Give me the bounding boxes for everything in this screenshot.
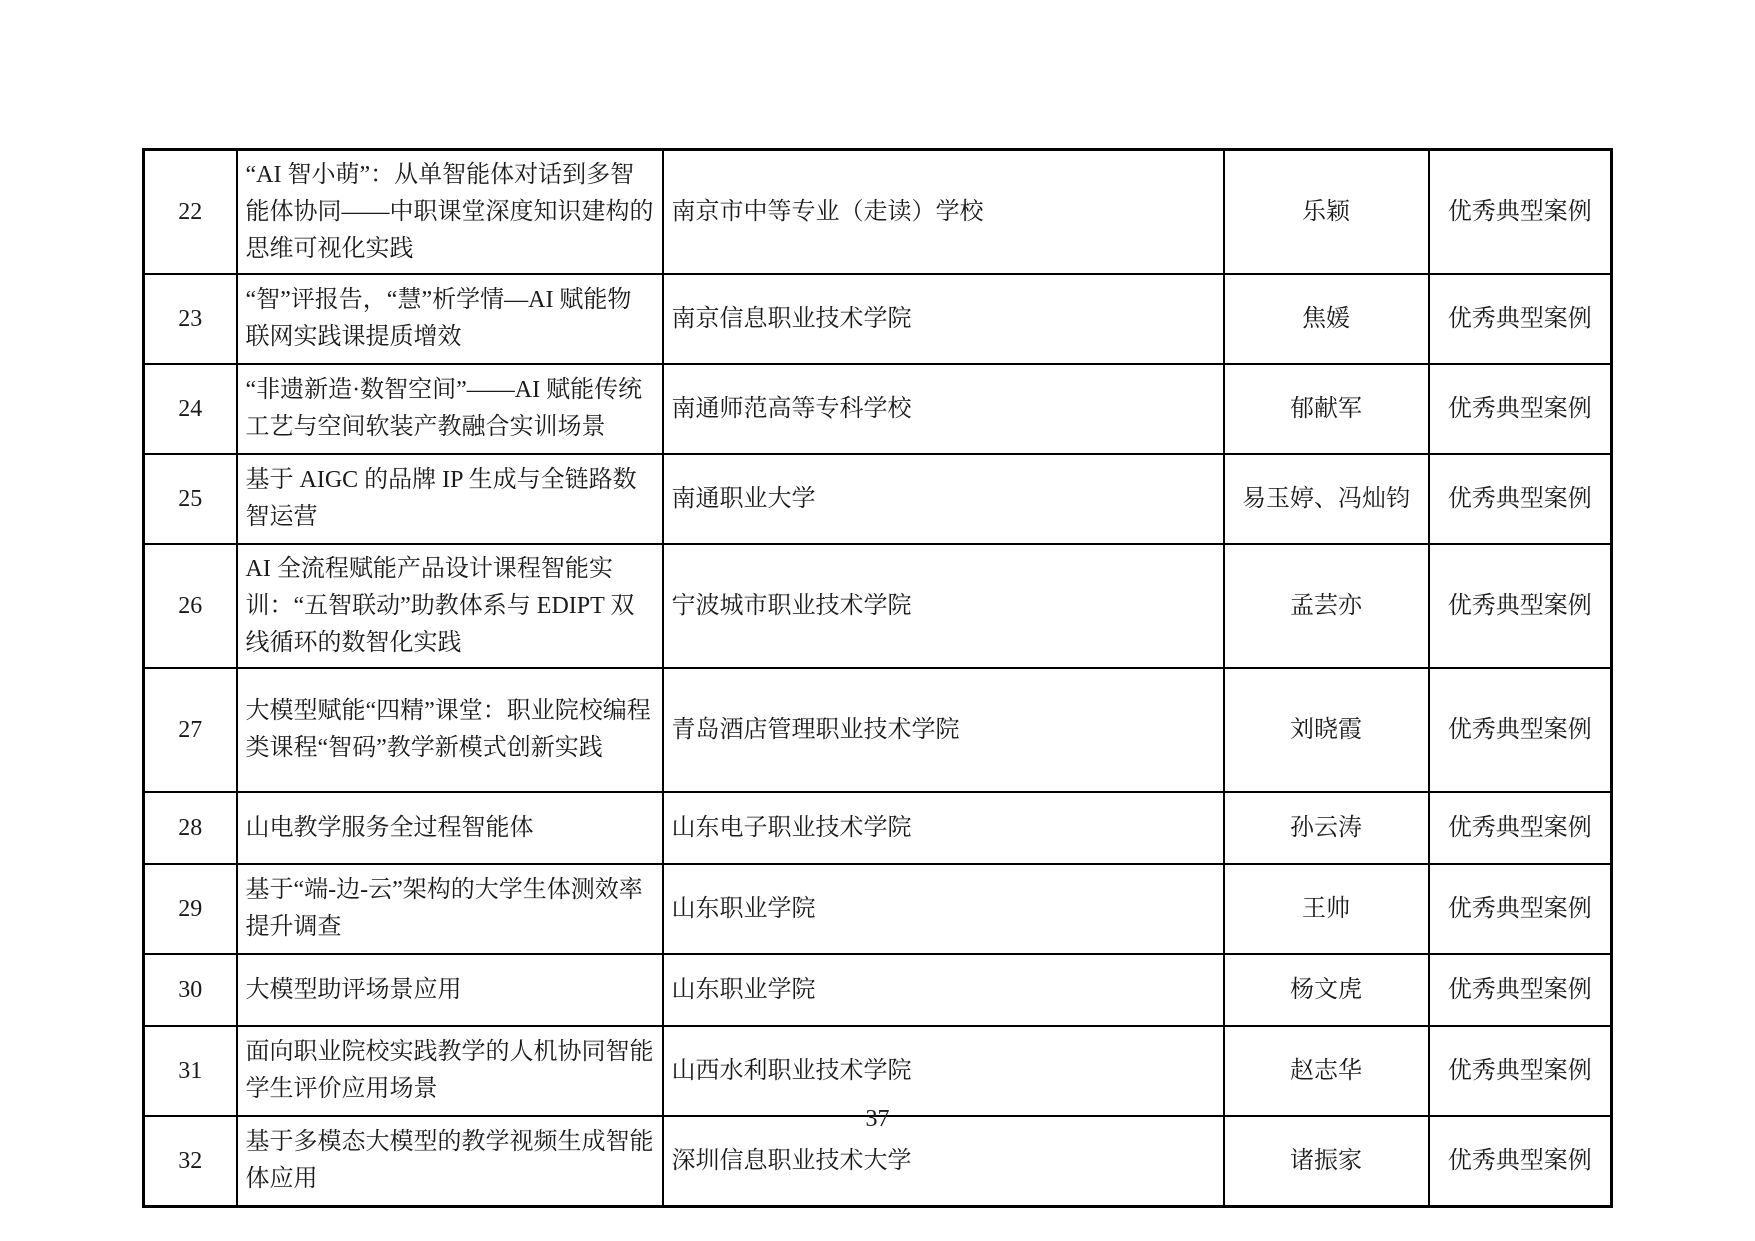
person-cell: 乐颖 — [1224, 150, 1429, 275]
school-cell: 宁波城市职业技术学院 — [663, 544, 1224, 668]
row-number-cell: 23 — [144, 274, 237, 364]
row-number-cell: 29 — [144, 864, 237, 954]
school-cell: 山东职业学院 — [663, 864, 1224, 954]
award-type-cell: 优秀典型案例 — [1429, 1116, 1612, 1207]
case-title-cell: AI 全流程赋能产品设计课程智能实训：“五智联动”助教体系与 EDIPT 双线循环的数智化实践 — [237, 544, 663, 668]
case-title-cell: “智”评报告，“慧”析学情—AI 赋能物联网实践课提质增效 — [237, 274, 663, 364]
table-row — [144, 954, 1612, 1026]
case-title-cell: 基于多模态大模型的教学视频生成智能体应用 — [237, 1116, 663, 1207]
school-cell: 深圳信息职业技术大学 — [663, 1116, 1224, 1207]
school-cell: 南通职业大学 — [663, 454, 1224, 544]
case-title-cell: 大模型助评场景应用 — [237, 954, 663, 1026]
case-title-cell: “非遗新造·数智空间”——AI 赋能传统工艺与空间软装产教融合实训场景 — [237, 364, 663, 454]
school-cell: 青岛酒店管理职业技术学院 — [663, 668, 1224, 792]
school-cell: 南京市中等专业（走读）学校 — [663, 150, 1224, 275]
school-cell: 山西水利职业技术学院 — [663, 1026, 1224, 1116]
school-cell: 山东职业学院 — [663, 954, 1224, 1026]
award-table-body — [144, 150, 1612, 1207]
table-row — [144, 454, 1612, 544]
row-number-cell: 26 — [144, 544, 237, 668]
person-cell: 孟芸亦 — [1224, 544, 1429, 668]
row-number-cell: 32 — [144, 1116, 237, 1207]
award-type-cell: 优秀典型案例 — [1429, 954, 1612, 1026]
school-cell: 南京信息职业技术学院 — [663, 274, 1224, 364]
case-title-cell: 基于“端-边-云”架构的大学生体测效率提升调查 — [237, 864, 663, 954]
award-type-cell: 优秀典型案例 — [1429, 544, 1612, 668]
person-cell: 孙云涛 — [1224, 792, 1429, 864]
person-cell: 诸振家 — [1224, 1116, 1429, 1207]
table-row — [144, 1026, 1612, 1116]
person-cell: 王帅 — [1224, 864, 1429, 954]
row-number-cell: 24 — [144, 364, 237, 454]
person-cell: 郁献军 — [1224, 364, 1429, 454]
table-row — [144, 150, 1612, 275]
award-type-cell: 优秀典型案例 — [1429, 454, 1612, 544]
table-row — [144, 364, 1612, 454]
person-cell: 赵志华 — [1224, 1026, 1429, 1116]
school-cell: 山东电子职业技术学院 — [663, 792, 1224, 864]
person-cell: 杨文虎 — [1224, 954, 1429, 1026]
case-title-cell: 大模型赋能“四精”课堂：职业院校编程类课程“智码”教学新模式创新实践 — [237, 668, 663, 792]
row-number-cell: 31 — [144, 1026, 237, 1116]
table-row — [144, 544, 1612, 668]
case-title-cell: “AI 智小萌”：从单智能体对话到多智能体协同——中职课堂深度知识建构的思维可视化实践 — [237, 150, 663, 275]
table-row — [144, 792, 1612, 864]
row-number-cell: 30 — [144, 954, 237, 1026]
award-type-cell: 优秀典型案例 — [1429, 792, 1612, 864]
table-row — [144, 274, 1612, 364]
row-number-cell: 22 — [144, 150, 237, 275]
case-title-cell: 山电教学服务全过程智能体 — [237, 792, 663, 864]
table-row — [144, 864, 1612, 954]
school-cell: 南通师范高等专科学校 — [663, 364, 1224, 454]
row-number-cell: 28 — [144, 792, 237, 864]
award-type-cell: 优秀典型案例 — [1429, 150, 1612, 275]
person-cell: 易玉婷、冯灿钧 — [1224, 454, 1429, 544]
page-number: 37 — [865, 1106, 890, 1132]
award-type-cell: 优秀典型案例 — [1429, 364, 1612, 454]
person-cell: 焦媛 — [1224, 274, 1429, 364]
award-type-cell: 优秀典型案例 — [1429, 864, 1612, 954]
award-type-cell: 优秀典型案例 — [1429, 1026, 1612, 1116]
award-type-cell: 优秀典型案例 — [1429, 274, 1612, 364]
case-title-cell: 面向职业院校实践教学的人机协同智能学生评价应用场景 — [237, 1026, 663, 1116]
case-title-cell: 基于 AIGC 的品牌 IP 生成与全链路数智运营 — [237, 454, 663, 544]
award-type-cell: 优秀典型案例 — [1429, 668, 1612, 792]
row-number-cell: 25 — [144, 454, 237, 544]
row-number-cell: 27 — [144, 668, 237, 792]
table-row — [144, 668, 1612, 792]
award-table — [142, 148, 1613, 1208]
person-cell: 刘晓霞 — [1224, 668, 1429, 792]
